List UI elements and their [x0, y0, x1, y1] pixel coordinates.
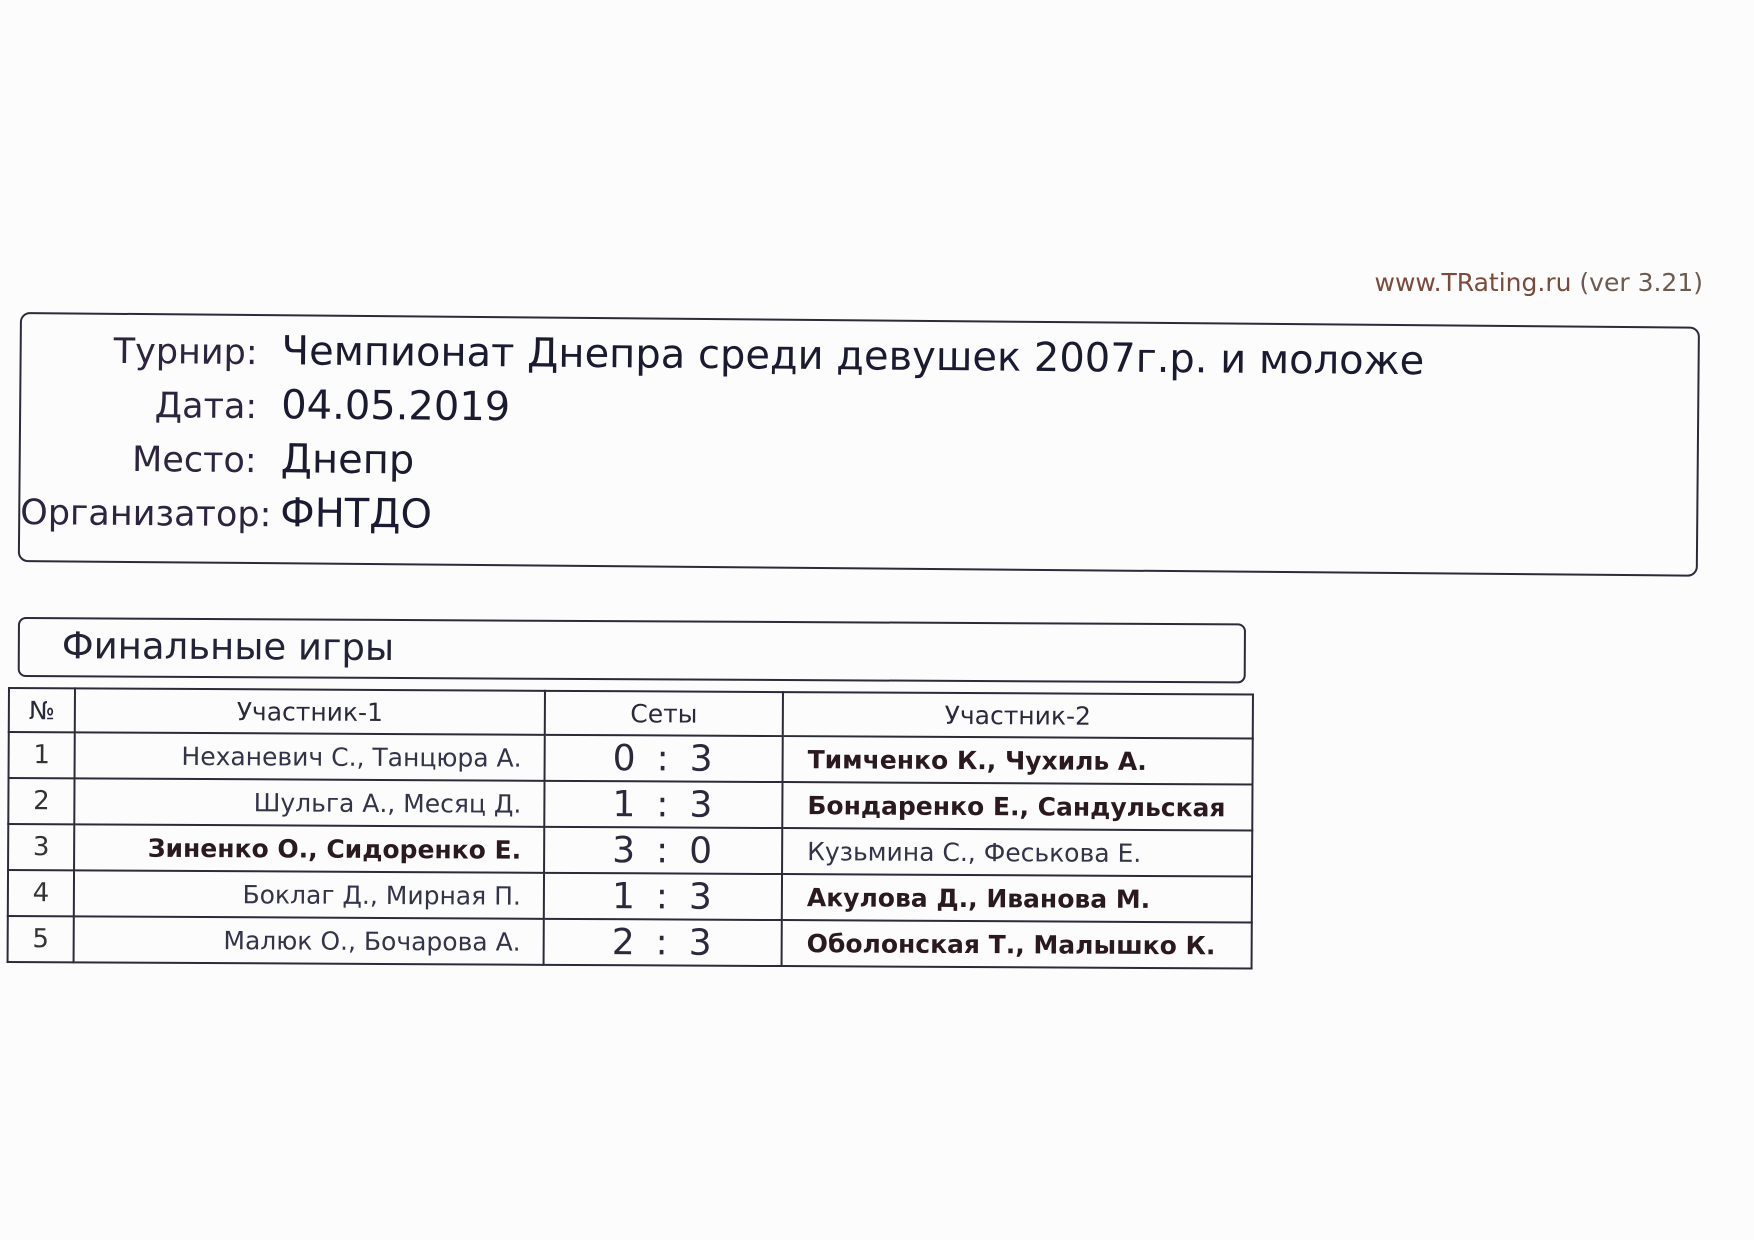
final-games-table — [7, 687, 1254, 970]
header-participant-1: Участник-1 — [75, 688, 545, 734]
score-1: 2 — [611, 921, 637, 963]
date-value: 04.05.2019 — [280, 382, 511, 431]
table-row — [8, 916, 1252, 969]
header-participant-2: Участник-2 — [783, 692, 1253, 738]
score-2: 3 — [689, 738, 715, 780]
score — [544, 873, 782, 920]
score-2: 3 — [688, 922, 714, 964]
participant-1: Боклаг Д., Мирная П. — [74, 870, 544, 918]
score-1: 1 — [612, 783, 638, 825]
score-separator: : — [656, 737, 671, 779]
row-num: 5 — [8, 916, 74, 962]
table-row — [8, 870, 1252, 923]
participant-1: Шульга А., Месяц Д. — [74, 778, 544, 826]
score-1: 1 — [611, 875, 638, 917]
participant-2: Кузьмина С., Феськова Е. — [782, 828, 1252, 876]
site-url: www.TRating.ru — [1374, 268, 1572, 297]
organizer-value: ФНТДО — [280, 490, 433, 538]
section-title: Финальные игры — [61, 624, 395, 669]
site-watermark — [1330, 268, 1703, 297]
place-label: Место: — [131, 439, 257, 482]
header-sets: Сеты — [545, 691, 783, 736]
score-2: 0 — [689, 830, 715, 872]
score-separator: : — [655, 875, 671, 917]
score-2: 3 — [689, 784, 715, 826]
table-row — [9, 732, 1253, 785]
score-separator: : — [655, 829, 671, 871]
place-value: Днепр — [280, 436, 415, 484]
participant-2: Бондаренко Е., Сандульская — [782, 782, 1252, 830]
participant-1: Неханевич С., Танцюра А. — [75, 732, 545, 780]
table-row — [8, 778, 1252, 831]
participant-2: Акулова Д., Иванова М. — [782, 874, 1252, 922]
participant-2: Тимченко К., Чухиль А. — [783, 736, 1253, 784]
row-num: 2 — [8, 778, 74, 824]
score — [544, 781, 782, 828]
score — [545, 735, 783, 782]
site-version: (ver 3.21) — [1579, 268, 1703, 297]
score-separator: : — [655, 921, 670, 963]
row-num: 4 — [8, 870, 74, 916]
score — [544, 919, 782, 966]
participant-1: Малюк О., Бочарова А. — [74, 916, 544, 964]
table-row — [8, 824, 1252, 877]
participant-2: Оболонская Т., Малышко К. — [782, 920, 1252, 968]
row-num: 3 — [8, 824, 74, 870]
organizer-label: Организатор: — [20, 493, 272, 536]
participant-1: Зиненко О., Сидоренко Е. — [74, 824, 544, 872]
tournament-info-box — [18, 312, 1700, 577]
section-header — [18, 617, 1246, 683]
tournament-value: Чемпионат Днепра среди девушек 2007г.р. и моложе — [281, 328, 1425, 385]
header-num: № — [9, 688, 75, 732]
score-1: 0 — [612, 737, 638, 779]
tournament-label: Турнир: — [113, 331, 258, 374]
row-num: 1 — [9, 732, 75, 778]
score-separator: : — [656, 783, 671, 825]
table-header-row — [9, 688, 1253, 739]
score-2: 3 — [688, 876, 714, 918]
score-1: 3 — [612, 829, 638, 871]
date-label: Дата: — [154, 386, 258, 428]
score — [544, 827, 782, 874]
